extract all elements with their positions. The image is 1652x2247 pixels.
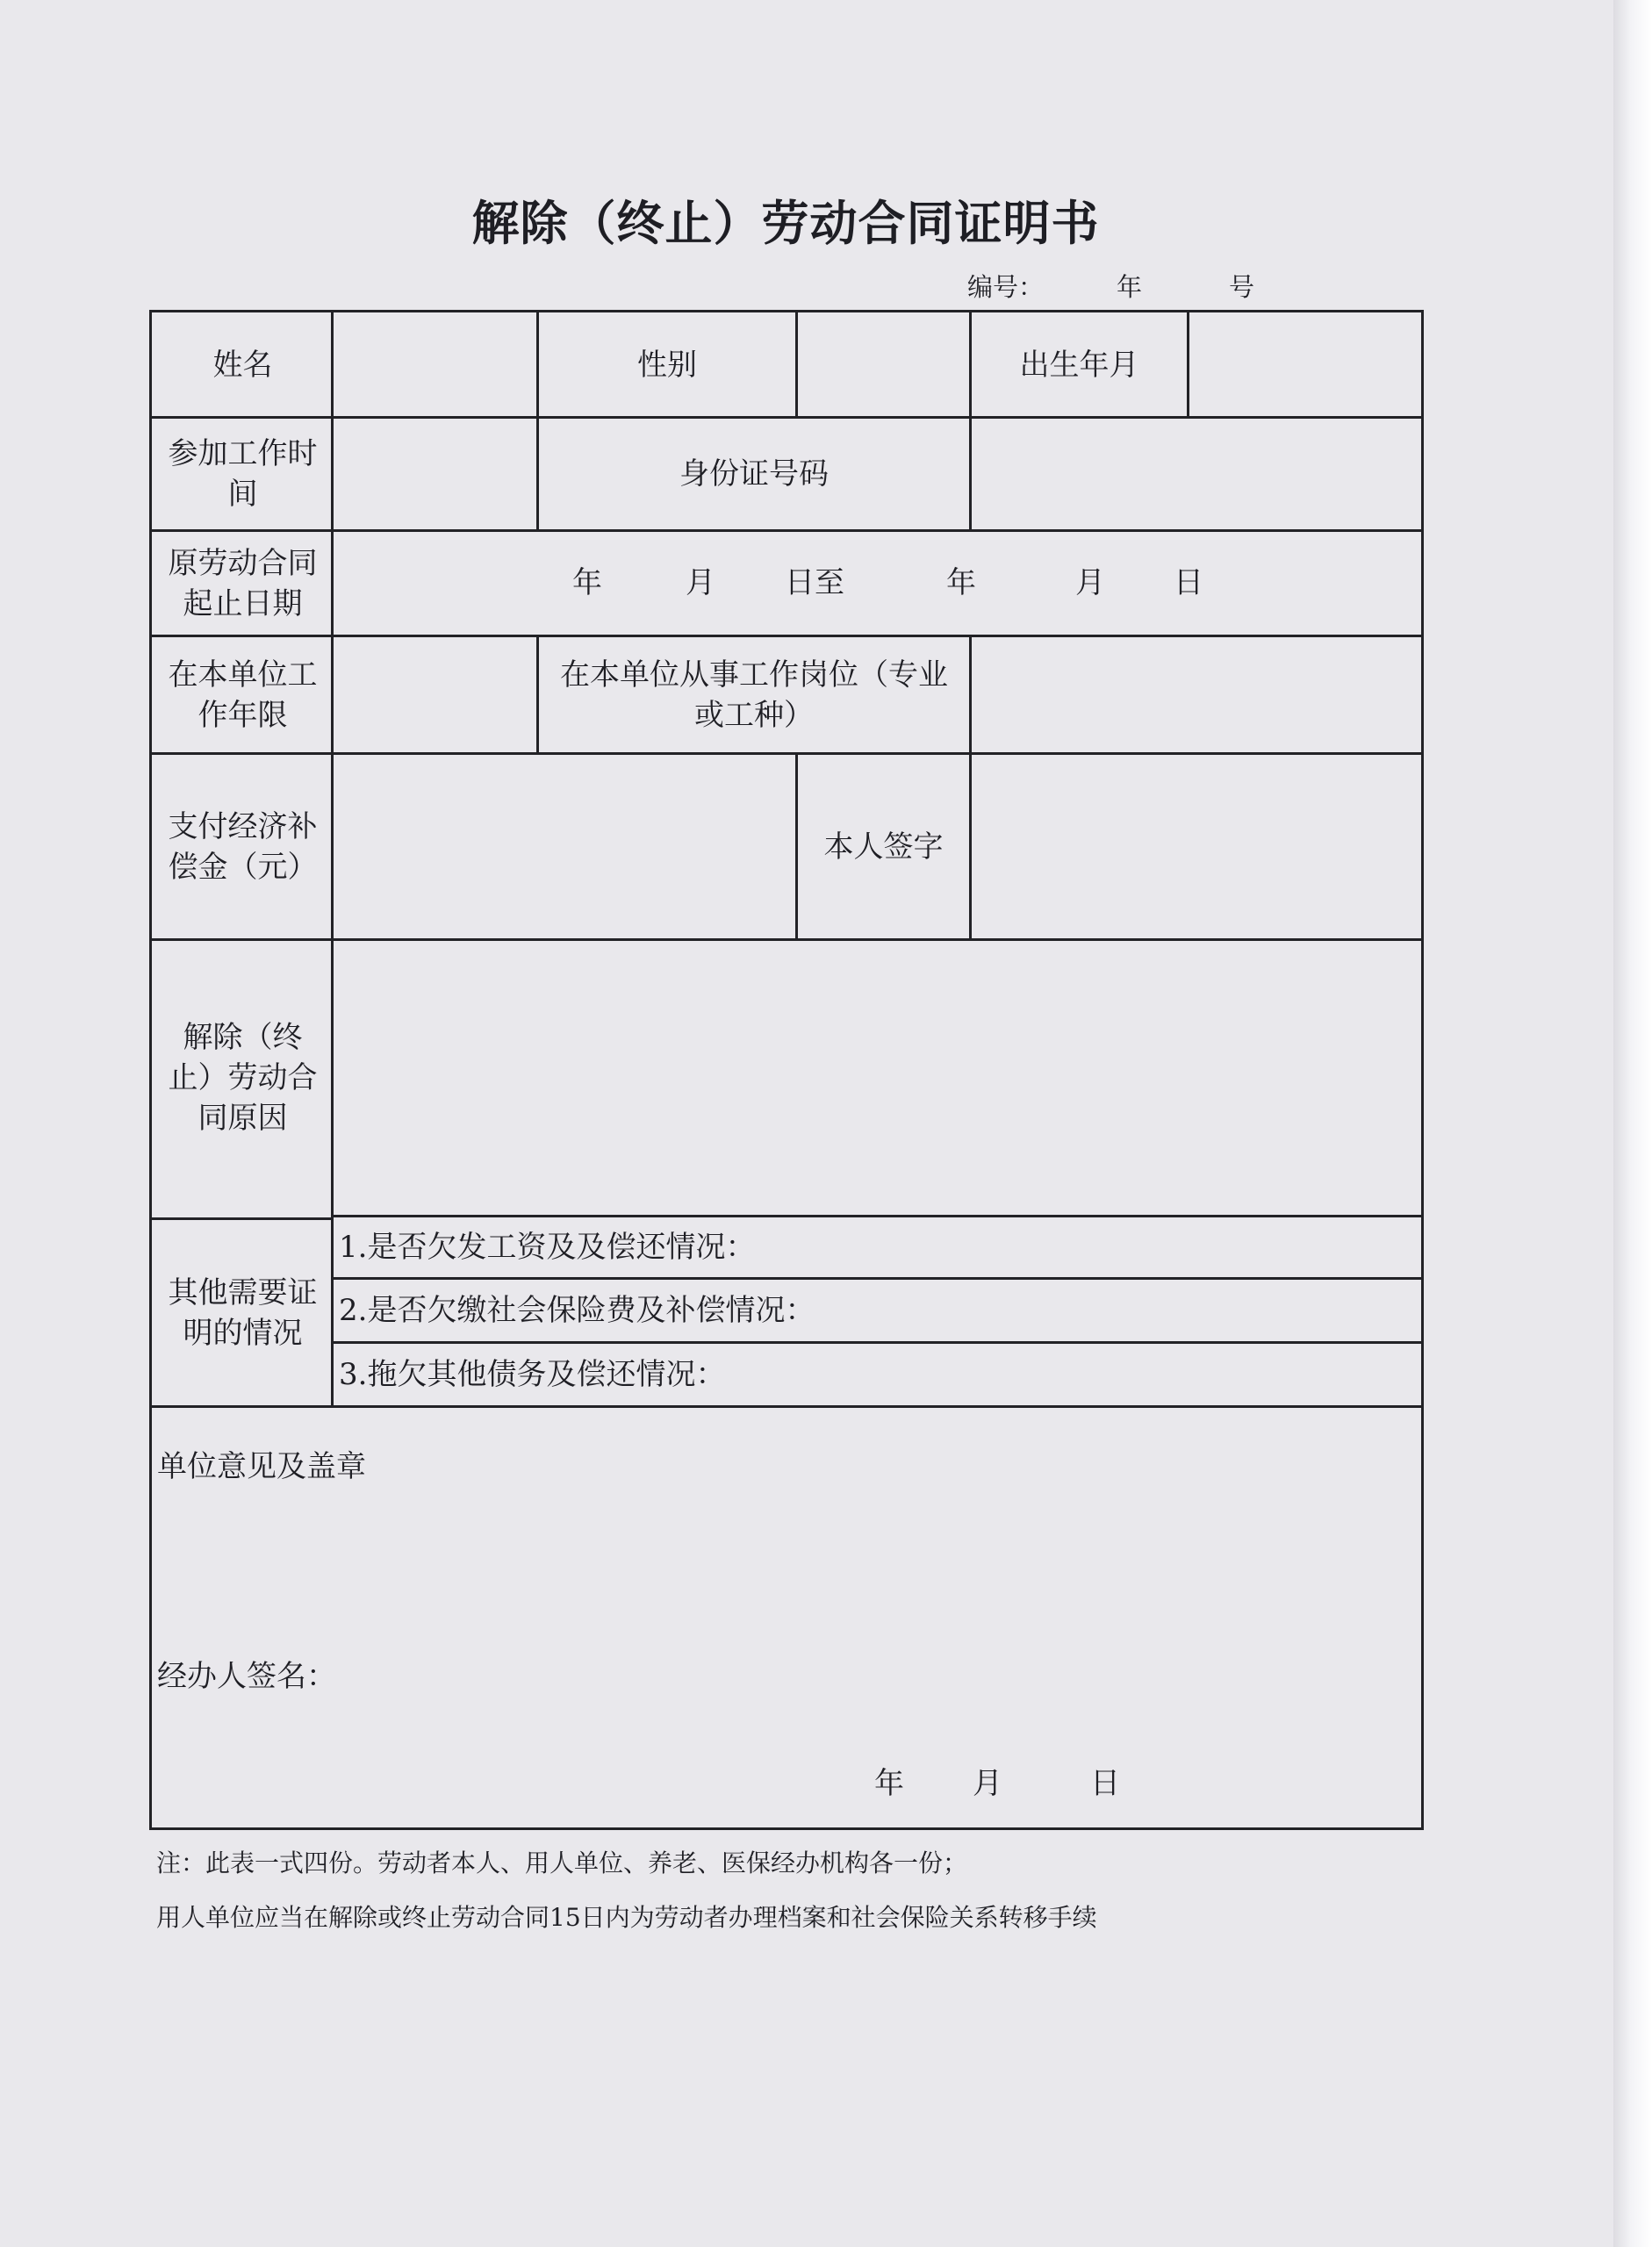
work-start-label (152, 419, 334, 529)
signature-field[interactable] (972, 755, 1421, 938)
footnote-transfer: 用人单位应当在解除或终止劳动合同15日内为劳动者办理档案和社会保险关系转移手续 (156, 1903, 1097, 1932)
contract-period-label (152, 532, 334, 635)
contract-end-year: 年 (946, 565, 976, 600)
termination-reason-label (152, 941, 334, 1215)
opinion-date-year: 年 (874, 1766, 904, 1801)
other-circumstances-label (152, 1220, 334, 1405)
doc-number-label: 编号： (967, 272, 1045, 302)
row-divider (152, 529, 1421, 532)
birth-field[interactable] (1189, 312, 1421, 418)
other-debts-item[interactable]: 3.拖欠其他债务及偿还情况： (339, 1357, 726, 1392)
id-number-field[interactable] (972, 419, 1421, 529)
post-label (539, 637, 969, 752)
compensation-label-line: 偿金（元） (168, 849, 318, 885)
tenure-field[interactable] (334, 637, 536, 752)
tenure-label-line: 作年限 (198, 697, 288, 733)
contract-end-day: 日 (1174, 565, 1203, 600)
other-circumstances-label-line: 明的情况 (183, 1315, 303, 1351)
termination-reason-label-line: 同原因 (198, 1101, 288, 1136)
other-circumstances-label-line: 其他需要证 (168, 1274, 318, 1310)
certificate-form (149, 310, 1424, 1830)
handler-signature-label[interactable]: 经办人签名： (157, 1659, 336, 1694)
tenure-label (152, 637, 334, 752)
compensation-label (152, 755, 334, 938)
contract-end-month: 月 (1075, 565, 1105, 600)
compensation-label-line: 支付经济补 (168, 808, 318, 844)
opinion-date-month: 月 (973, 1766, 1002, 1801)
post-label-line: 在本单位从事工作岗位（专业 (560, 657, 948, 693)
signature-label: 本人签字 (823, 829, 944, 865)
contract-start-month: 月 (686, 565, 715, 600)
post-field[interactable] (972, 637, 1421, 752)
work-start-label-line: 间 (227, 477, 258, 512)
work-start-label-line: 参加工作时 (168, 436, 318, 471)
compensation-field[interactable] (334, 755, 795, 938)
contract-period-label-line: 原劳动合同 (168, 545, 318, 581)
termination-reason-label-line: 止）劳动合 (168, 1060, 318, 1095)
gender-field[interactable] (798, 312, 969, 418)
unpaid-wages-item[interactable]: 1.是否欠发工资及及偿还情况： (339, 1230, 756, 1265)
name-field[interactable] (334, 312, 536, 418)
doc-number-suffix: 号 (1229, 272, 1255, 302)
unit-opinion-label: 单位意见及盖章 (157, 1449, 366, 1484)
unpaid-insurance-item[interactable]: 2.是否欠缴社会保险费及补偿情况： (339, 1293, 815, 1328)
termination-reason-label-line: 解除（终 (183, 1020, 303, 1055)
contract-period-label-line: 起止日期 (183, 585, 303, 621)
termination-reason-field[interactable] (334, 941, 1421, 1215)
contract-start-day-to: 日至 (785, 565, 844, 600)
paper-edge (1613, 0, 1652, 2247)
id-number-label: 身份证号码 (679, 456, 829, 492)
contract-start-year: 年 (572, 565, 602, 600)
row-divider (152, 1405, 1421, 1408)
tenure-label-line: 在本单位工 (168, 657, 318, 693)
post-label-line: 或工种） (694, 697, 814, 733)
name-label: 姓名 (212, 348, 273, 383)
page-title: 解除（终止）劳动合同证明书 (471, 196, 1100, 251)
work-start-field[interactable] (334, 419, 536, 529)
footnote-copies: 注：此表一式四份。劳动者本人、用人单位、养老、医保经办机构各一份； (156, 1849, 968, 1877)
gender-label: 性别 (637, 348, 697, 383)
opinion-date-day: 日 (1090, 1766, 1120, 1801)
birth-label: 出生年月 (1019, 348, 1139, 383)
doc-number-year: 年 (1117, 272, 1143, 302)
